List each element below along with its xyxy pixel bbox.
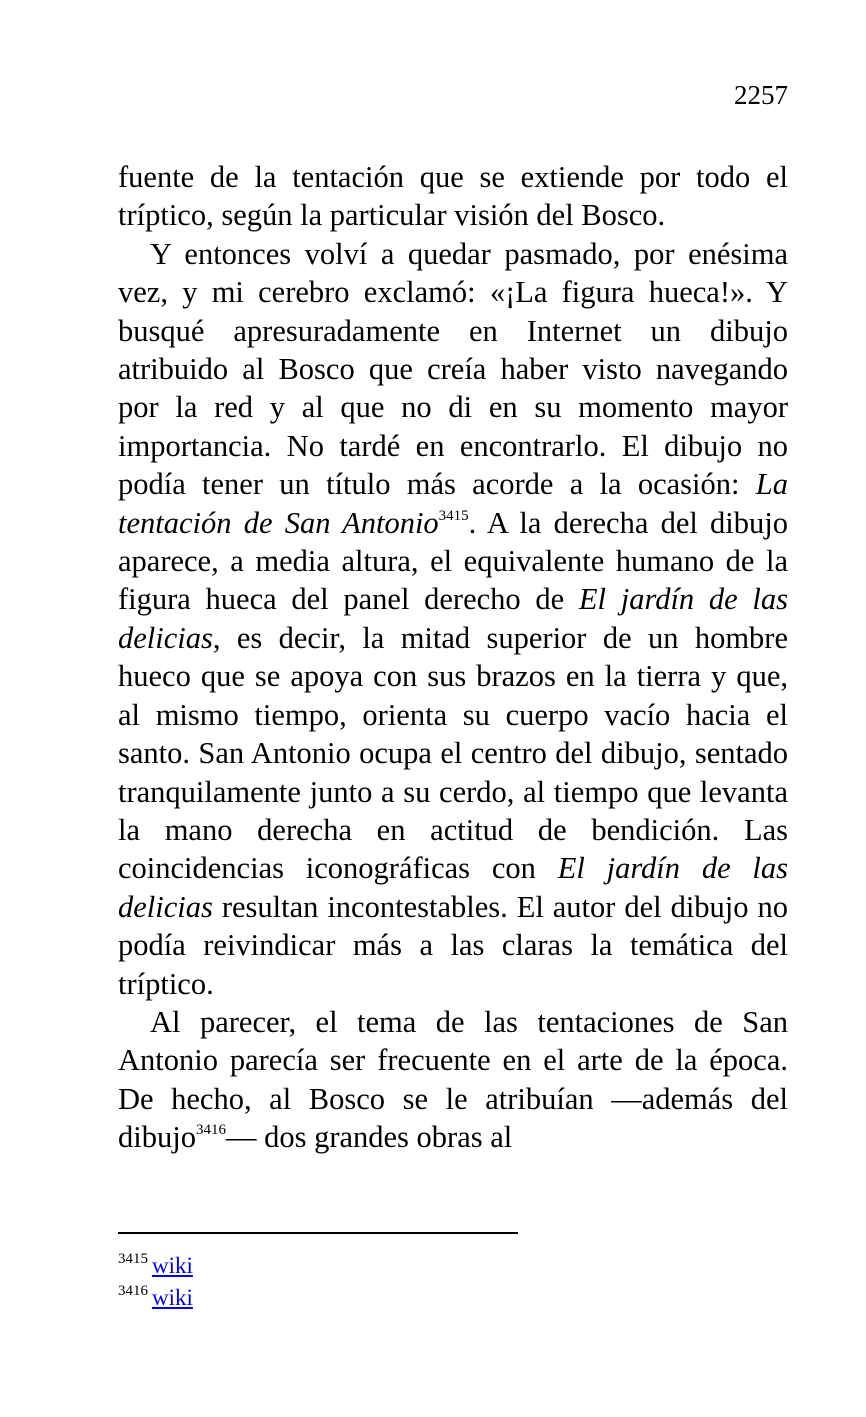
page-number: 2257 xyxy=(734,80,788,110)
text-run: resultan incontestables. El autor del dibujo no podía reivindicar más a las claras la temática del tríptico. xyxy=(118,889,788,1001)
body-text xyxy=(118,158,788,1157)
footnote-link[interactable]: wiki xyxy=(152,1253,193,1278)
footnote-number: 3415 xyxy=(118,1251,148,1267)
italic-title: El jardín de las delicias xyxy=(118,851,788,924)
paragraph xyxy=(118,235,788,1003)
footnote-divider xyxy=(118,1232,518,1234)
footnote-link[interactable]: wiki xyxy=(152,1285,193,1310)
text-run: Al parecer, el tema de las tentaciones de San Antonio parecía ser frecuente en el arte de la época. De hecho, al Bosco se le atribuían —además del dibujo xyxy=(118,1004,788,1155)
italic-title: El jardín de las delicias xyxy=(118,582,788,655)
text-run: fuente de la tentación que se extiende por todo el tríptico, según la particular visión del Bosco. xyxy=(118,160,788,233)
text-run: , es decir, la mitad superior de un hombre hueco que se apoya con sus brazos en la tierra y que, al mismo tiempo, orienta su cuerpo vacío hacia el santo. San Antonio ocupa el centro del dibujo, sentado tranquilamente junto a su cerdo, al tiempo que levanta la mano derecha en actitud de bendición. Las coincidencias iconográficas con xyxy=(118,620,788,886)
footnote-number: 3416 xyxy=(118,1283,148,1299)
text-run: . A la derecha del dibujo aparece, a media altura, el equivalente humano de la figura hueca del panel derecho de xyxy=(118,505,788,617)
footnote xyxy=(118,1282,193,1314)
footnote-ref: 3416 xyxy=(195,1122,226,1139)
paragraph xyxy=(118,1003,788,1157)
paragraph xyxy=(118,158,788,235)
text-run: — dos grandes obras al xyxy=(225,1120,513,1155)
italic-title: La tentación de San Antonio xyxy=(118,467,788,540)
footnote-ref: 3415 xyxy=(438,507,469,524)
footnotes xyxy=(118,1250,193,1314)
footnote xyxy=(118,1250,193,1282)
text-run: Y entonces volví a quedar pasmado, por enésima vez, y mi cerebro exclamó: «¡La figura hueca!». Y busqué apresuradamente en Internet un dibujo atribuido al Bosco que creía haber visto navegando por la red y al que no di en su momento mayor importancia. No tardé en encontrarlo. El dibujo no podía tener un título más acorde a la ocasión: xyxy=(118,236,788,502)
